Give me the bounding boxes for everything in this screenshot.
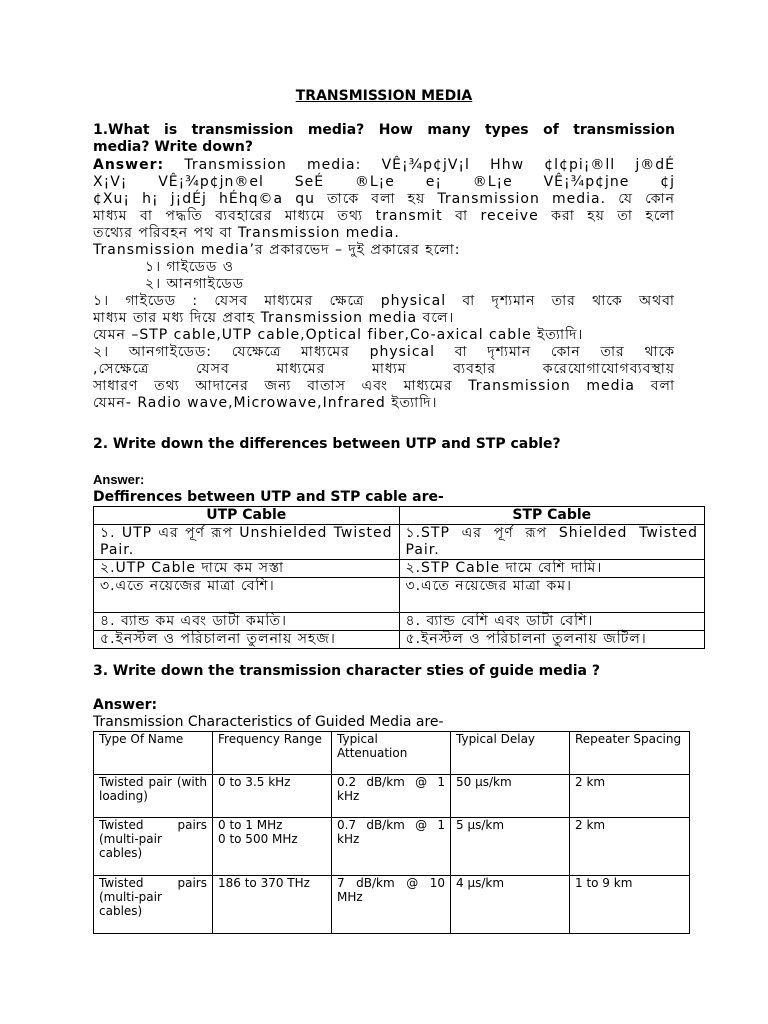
column-header: UTP Cable bbox=[94, 507, 400, 525]
table-cell: ৪. ব্যান্ড বেশি এবং ডাটা বেশি। bbox=[399, 613, 705, 631]
question-2: 2. Write down the differences between UTP and STP cable? bbox=[93, 436, 561, 452]
answer-1-label: Answer: bbox=[93, 157, 165, 173]
answer-1-line-1: Transmission media: VÊ¡¾p¢jV¡l Hhw ¢l¢pi¡®ll j®dÉ bbox=[184, 157, 675, 173]
table-row bbox=[94, 560, 705, 578]
table-cell: ৫.ইনস্টল ও পরিচালনা তুলনায় সহজ। bbox=[94, 631, 400, 649]
unguided-line-3: সাধারণ তথ্য আদানের জন্য বাতাস এবং মাধ্যমের Transmission media বলা bbox=[93, 378, 675, 394]
question-1 bbox=[93, 122, 675, 156]
table-cell: 2 km bbox=[570, 775, 690, 818]
table-cell: ১. UTP এর পূর্ণ রূপ Unshielded Twisted Pair. bbox=[94, 525, 400, 560]
answer-2-intro: Deffirences between UTP and STP cable are- bbox=[93, 489, 444, 505]
media-type-1: ১। গাইডেড ও bbox=[145, 259, 235, 275]
column-header: STP Cable bbox=[399, 507, 705, 525]
answer-1-line-2: X¡V¡ VÊ¡¾p¢jn®el SeÉ ®L¡e e¡ ®L¡e VÊ¡¾p¢jne ¢j bbox=[93, 174, 675, 190]
table-header-row bbox=[94, 732, 690, 775]
table-cell: 50 μs/km bbox=[451, 775, 570, 818]
guided-line-2: মাধ্যম তার মধ্য দিয়ে প্রবাহ Transmission media বলে। bbox=[93, 310, 455, 326]
question-3: 3. Write down the transmission character sties of guide media ? bbox=[93, 663, 600, 679]
question-1-line-1: 1.What is transmission media? How many types of transmission bbox=[93, 122, 675, 138]
table-cell: 5 μs/km bbox=[451, 818, 570, 876]
unguided-line-2: ,সেক্ষেত্রে যেসব মাধ্যমের মাধ্যম ব্যবহার করেযোগাযোগব্যবস্থায় bbox=[93, 361, 675, 377]
column-header: Typical Attenuation bbox=[332, 732, 451, 775]
table-row bbox=[94, 613, 705, 631]
table-cell: ২.STP Cable দামে বেশি দামি। bbox=[399, 560, 705, 578]
table-cell: ৩.এতে নয়েজের মাত্রা কম। bbox=[399, 578, 705, 613]
table-cell: ১.STP এর পূর্ণ রূপ Shielded Twisted Pair. bbox=[399, 525, 705, 560]
guided-line-3: যেমন –STP cable,UTP cable,Optical fiber,Co-axical cable ইত্যাদি। bbox=[93, 327, 584, 343]
table-cell: 1 to 9 km bbox=[570, 876, 690, 934]
answer-3-intro: Transmission Characteristics of Guided Media are- bbox=[93, 714, 444, 730]
table-cell: 0.7 dB/km @ 1 kHz bbox=[332, 818, 451, 876]
table-cell: ৪. ব্যান্ড কম এবং ডাটা কমতি। bbox=[94, 613, 400, 631]
utp-stp-table bbox=[93, 506, 705, 649]
answer-1 bbox=[93, 157, 675, 412]
answer-1-line-3: ¢Xu¡ h¡ j¡dÉj hÉhq©a qu তাকে বলা হয় Transmission media. যে কোন bbox=[93, 191, 675, 207]
answer-1-line-6: Transmission media’র প্রকারভেদ – দুই প্রকারের হলো: bbox=[93, 242, 461, 258]
answer-2-label: Answer: bbox=[93, 472, 145, 487]
guided-media-table bbox=[93, 731, 690, 934]
table-row bbox=[94, 578, 705, 613]
table-cell: ৩.এতে নয়েজের মাত্রা বেশি। bbox=[94, 578, 400, 613]
document-title: TRANSMISSION MEDIA bbox=[295, 88, 473, 104]
table-row bbox=[94, 818, 690, 876]
table-cell: 0 to 3.5 kHz bbox=[213, 775, 332, 818]
column-header: Repeater Spacing bbox=[570, 732, 690, 775]
answer-1-line-4: মাধ্যম বা পদ্ধতি ব্যবহারের মাধ্যমে তথ্য transmit বা receive করা হয় তা হলো bbox=[93, 208, 675, 224]
table-row bbox=[94, 631, 705, 649]
answer-3-label: Answer: bbox=[93, 697, 158, 713]
table-cell: 4 μs/km bbox=[451, 876, 570, 934]
table-cell: Twisted pair (with loading) bbox=[94, 775, 213, 818]
table-row bbox=[94, 876, 690, 934]
table-row bbox=[94, 525, 705, 560]
column-header: Frequency Range bbox=[213, 732, 332, 775]
question-1-line-2: media? Write down? bbox=[93, 139, 253, 155]
table-cell: 0.2 dB/km @ 1 kHz bbox=[332, 775, 451, 818]
unguided-line-1: ২। আনগাইডেড: যেক্ষেত্রে মাধ্যমের physical বা দৃশ্যমান কোন তার থাকে bbox=[93, 344, 675, 360]
table-cell: ৫.ইনস্টল ও পরিচালনা তুলনায় জটিল। bbox=[399, 631, 705, 649]
table-cell: ২.UTP Cable দামে কম সস্তা bbox=[94, 560, 400, 578]
table-cell: 186 to 370 THz bbox=[213, 876, 332, 934]
table-header-row bbox=[94, 507, 705, 525]
column-header: Typical Delay bbox=[451, 732, 570, 775]
guided-line-1: ১। গাইডেড : যেসব মাধ্যমের ক্ষেত্রে physical বা দৃশ্যমান তার থাকে অথবা bbox=[93, 293, 675, 309]
media-type-2: ২। আনগাইডেড bbox=[145, 276, 244, 292]
column-header: Type Of Name bbox=[94, 732, 213, 775]
table-cell: Twisted pairs (multi-pair cables) bbox=[94, 876, 213, 934]
table-cell: 7 dB/km @ 10 MHz bbox=[332, 876, 451, 934]
table-row bbox=[94, 775, 690, 818]
unguided-line-4: যেমন- Radio wave,Microwave,Infrared ইত্যাদি। bbox=[93, 395, 438, 411]
table-cell: 0 to 1 MHz 0 to 500 MHz bbox=[213, 818, 332, 876]
table-cell: Twisted pairs (multi-pair cables) bbox=[94, 818, 213, 876]
table-cell: 2 km bbox=[570, 818, 690, 876]
answer-1-line-5: তথ্যের পরিবহন পথ বা Transmission media. bbox=[93, 225, 400, 241]
